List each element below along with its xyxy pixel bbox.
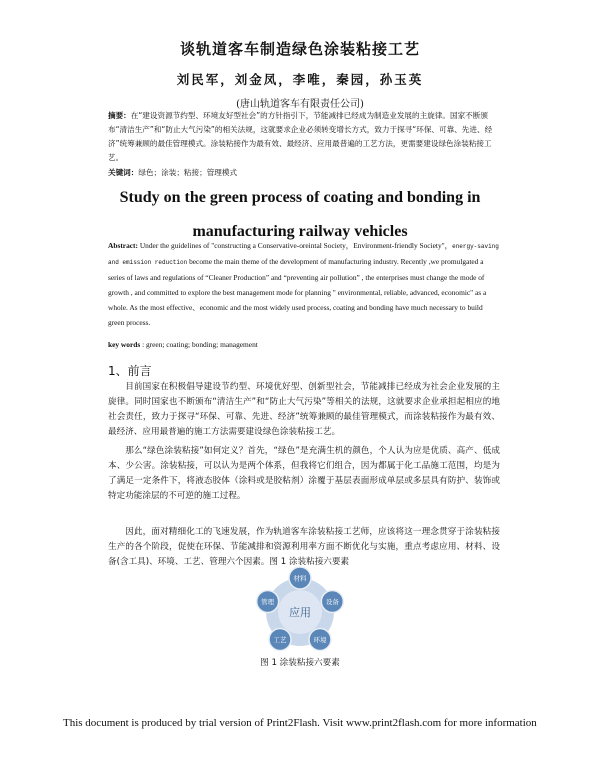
keywords-en-label: key words <box>108 340 141 349</box>
keywords-cn-text: 绿色；涂装；粘接；管理模式 <box>138 168 238 177</box>
figure-caption: 图 1 涂装粘接六要素 <box>260 658 340 668</box>
body-paragraph-1: 目前国家在积极倡导建设节约型、环境优好型、创新型社会，节能减排已经成为社会企业发展的主旋律。同时国家也不断颁布“清洁生产”和“防止大气污染”等相关的法规，这就要求企业承担起相应的地社会责任，致力于探寻“环保、可靠、先进、经济”统筹兼顾的最佳管理模式，而涂装粘接作为最有效、最经济、应用最普遍的施工方法需要建设绿色涂装粘接工艺。 <box>108 382 500 437</box>
diagram-node-label-1: 材料 <box>293 574 307 583</box>
section-heading: 1、前言 <box>108 364 152 378</box>
keywords-cn-label: 关键词： <box>108 168 139 177</box>
author-list: 刘民军，刘金凤，李唯，秦园，孙玉英 <box>176 72 424 87</box>
abstract-cn-text: 在“建设资源节约型、环境友好型社会”的方针指引下，节能减排已经成为制造业发展的主旋律。国家不断颁布“清洁生产”和“防止大气污染”的相关法规，这就要求企业必须转变增长方式，致力于探寻“环保、可靠、先进、经济”统筹兼顾的最佳管理模式。涂装粘接作为最有效、最经济、应用最普遍的工艺方法，更需要建设绿色涂装粘接工艺。 <box>108 111 493 162</box>
affiliation: (唐山轨道客车有限责任公司) <box>236 99 364 110</box>
keywords-en-text: : green; coating; bonding; management <box>140 340 258 349</box>
body-paragraph-3: 因此，面对精细化工的飞速发展，作为轨道客车涂装粘接工艺师，应该将这一理念贯穿于涂装粘接生产的各个阶段，促使在环保、节能减排和资源利用率方面不断优化与实施，重点考虑应用、材料、设备(含工具)、环境、工艺、管理六个因素。图 1 涂装粘接六要素 <box>108 527 500 567</box>
six-elements-diagram <box>250 562 350 662</box>
trial-footer: This document is produced by trial version of Print2Flash. Visit www.print2flash.com for more information <box>63 717 537 729</box>
diagram-center-label: 应用 <box>289 606 311 619</box>
body-paragraph-2: 那么“绿色涂装粘接”如何定义？首先，“绿色”是充满生机的颜色，个人认为应是优质、高产、低成本、少公害。涂装粘接，可以认为是两个体系，但我将它们组合，因为都属于化工品施工范围，均是为了满足一定条件下，将液态胶体（涂料或是胶粘剂）涂覆于基层表面形成单层或多层具有防护、装饰或特定功能涂层的不可逆的施工过程。 <box>108 446 500 501</box>
abstract-en-mono: energy-saving and emission reduction <box>108 243 499 266</box>
abstract-en-text-b: become the main theme of the development of manufacturing industry. Recently ,we promulgated a series of laws and regulations of “Cleaner Production” and “preventing air pollution” , the enterprises must change the mode of growth , and committed to explore the best management mode for planning " environmental, reliable, advanced, economic" as a whole. As the most effective、economic and the most widely used process, coating and bonding have much necessary to build green process. <box>108 257 487 327</box>
paper-title-en <box>100 185 500 245</box>
paper-title-en-line2: manufacturing railway vehicles <box>192 223 408 240</box>
abstract-cn-label: 摘要： <box>108 111 131 120</box>
diagram-node-label-3: 环境 <box>313 636 327 645</box>
abstract-en-text-a: Under the guidelines of "constructing a Conservative-oreintal Society，Environment-friendly Society"， <box>137 241 453 250</box>
diagram-node-label-5: 管理 <box>261 597 275 606</box>
diagram-node-label-2: 设备 <box>325 597 339 606</box>
keywords-cn <box>108 167 500 178</box>
abstract-cn <box>108 109 500 165</box>
diagram-node-label-4: 工艺 <box>273 636 287 645</box>
abstract-en <box>108 238 500 330</box>
paper-title-cn: 谈轨道客车制造绿色涂装粘接工艺 <box>179 40 420 58</box>
abstract-en-label: Abstract: <box>108 241 138 250</box>
keywords-en <box>108 340 500 349</box>
paper-title-en-line1: Study on the green process of coating and bonding in <box>119 189 481 206</box>
